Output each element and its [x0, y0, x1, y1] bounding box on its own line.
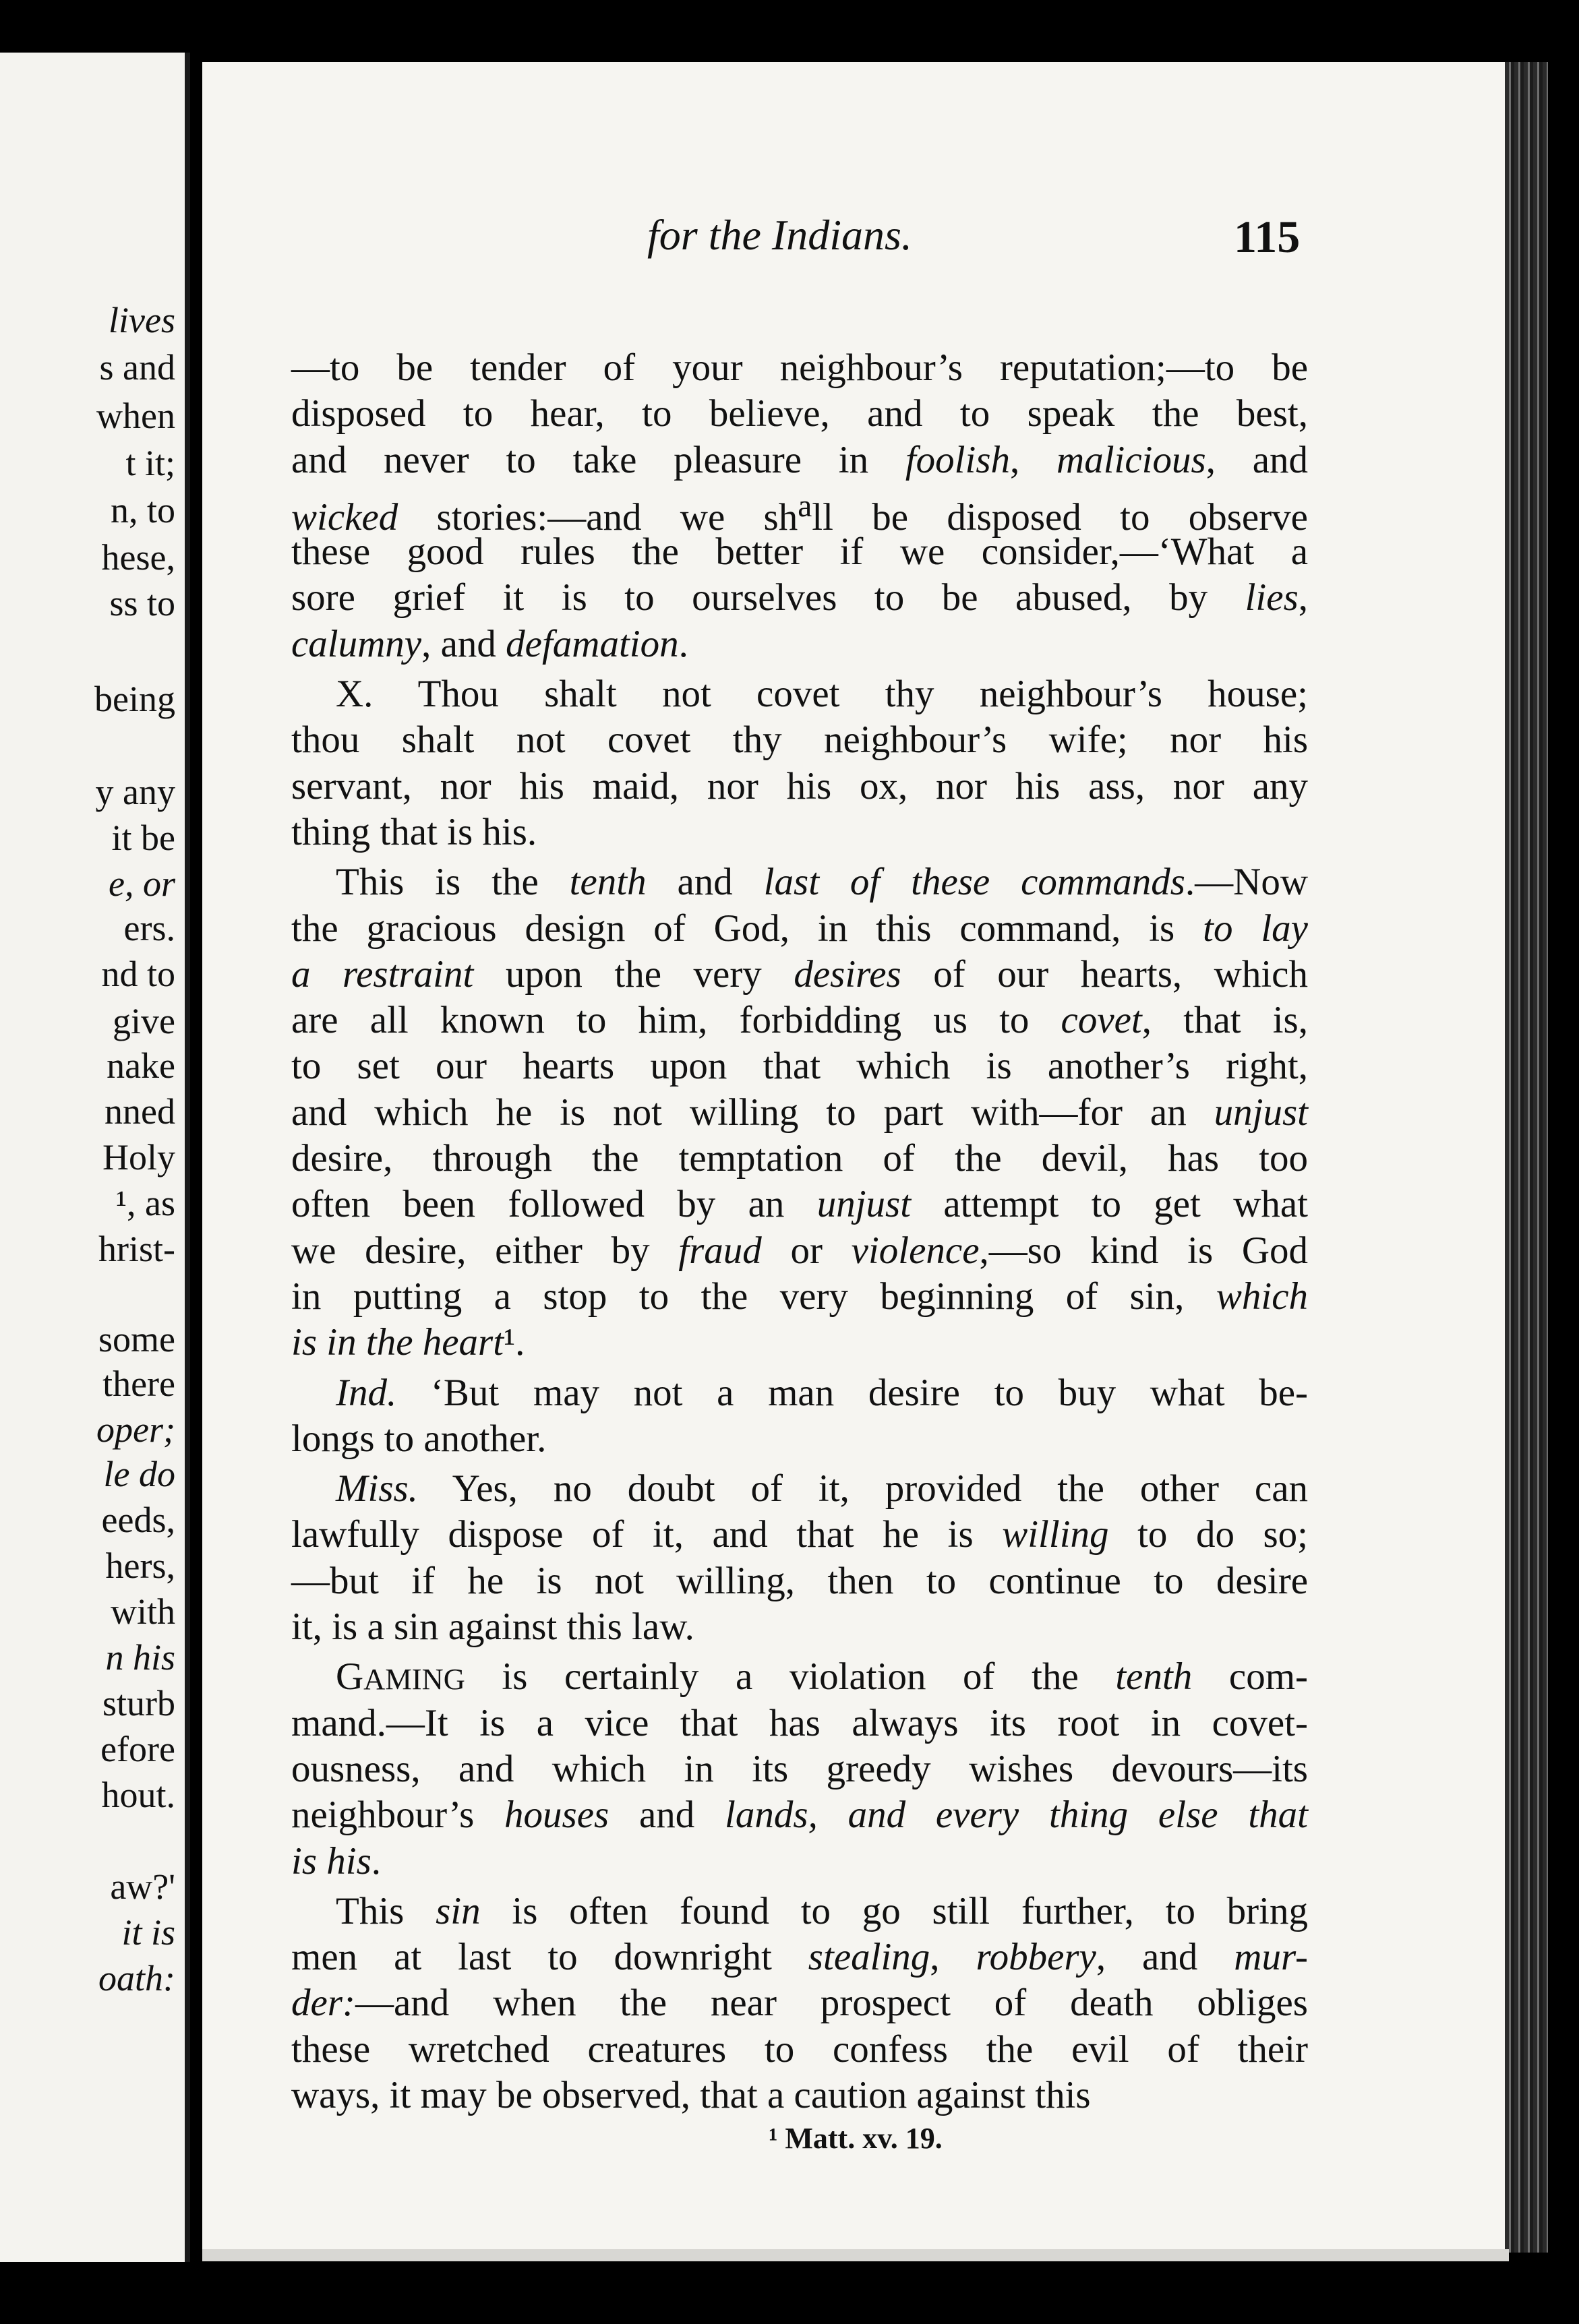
- left-page-line: y any: [95, 772, 175, 812]
- footnote: ¹ Matt. xv. 19.: [769, 2122, 943, 2155]
- left-page-line: n his: [105, 1637, 175, 1678]
- left-page-line: ers.: [123, 908, 175, 948]
- page-number: 115: [1234, 211, 1301, 262]
- left-page-line: ¹, as: [115, 1183, 175, 1223]
- text-line: Ind. ‘But may not a man desire to buy what be-: [336, 1371, 1308, 1414]
- left-page-line: hese,: [101, 537, 175, 578]
- page-gutter: [185, 53, 190, 2262]
- text-line: and never to take pleasure in foolish, malicious, and: [291, 438, 1308, 481]
- text-line: a restraint upon the very desires of our hearts, which: [291, 952, 1308, 996]
- text-line: X. Thou shalt not covet thy neighbour’s house;: [336, 673, 1308, 716]
- running-title: for the Indians.: [647, 211, 912, 259]
- left-page-line: being: [94, 679, 175, 719]
- text-line: these wretched creatures to confess the evil of their: [291, 2027, 1308, 2071]
- page-header: [202, 210, 1509, 264]
- left-page-line: Holy: [102, 1137, 175, 1178]
- text-line: sore grief it is to ourselves to be abused, by lies,: [291, 576, 1308, 619]
- left-page-line: hers,: [105, 1546, 175, 1586]
- text-line: —to be tender of your neighbour’s reputation;—to be: [291, 346, 1308, 389]
- left-page-line: nake: [107, 1045, 175, 1086]
- text-line: to set our hearts upon that which is another’s right,: [291, 1045, 1308, 1088]
- left-page-line: eeds,: [101, 1500, 175, 1540]
- text-line: longs to another.: [291, 1417, 547, 1460]
- text-line: wicked stories:—and we $sh^all$ be disposed to observe: [291, 488, 1308, 539]
- text-line: disposed to hear, to believe, and to speak the best,: [291, 392, 1308, 435]
- left-page-line: le do: [103, 1454, 175, 1494]
- text-line: mand.—It is a vice that has always its root in covet-: [291, 1701, 1308, 1744]
- left-page-line: nd to: [101, 954, 175, 994]
- left-page-line: hout.: [101, 1775, 175, 1815]
- left-page-line: give: [113, 1001, 175, 1041]
- text-line: —but if he is not willing, then to continue to desire: [291, 1559, 1308, 1602]
- left-page-line: n, to: [110, 490, 175, 530]
- left-page-line: it be: [111, 818, 175, 858]
- left-page-line: oath:: [98, 1958, 175, 1998]
- text-line: der:—and when the near prospect of death obliges: [291, 1982, 1308, 2025]
- text-line: in putting a stop to the very beginning of sin, which: [291, 1275, 1308, 1318]
- text-line: lawfully dispose of it, and that he is willing to do so;: [291, 1513, 1309, 1556]
- text-line: these good rules the better if we consider,—‘What a: [291, 530, 1308, 574]
- text-line: neighbour’s houses and lands, and every thing else that: [291, 1794, 1308, 1837]
- text-line: ousness, and which in its greedy wishes devours—its: [291, 1747, 1308, 1790]
- left-page-line: t it;: [125, 443, 175, 483]
- text-line: is his.: [291, 1839, 382, 1883]
- text-line: ways, it may be observed, that a caution against this: [291, 2073, 1091, 2116]
- left-page-line: nned: [105, 1091, 175, 1132]
- text-line: and which he is not willing to part with—for an unjust: [291, 1091, 1308, 1134]
- text-line: it, is a sin against this law.: [291, 1606, 694, 1649]
- left-page-line: there: [102, 1364, 175, 1404]
- left-page-line: it is: [121, 1912, 175, 1953]
- text-line: we desire, either by fraud or violence,—so kind is God: [291, 1229, 1309, 1272]
- left-page-line: oper;: [96, 1409, 175, 1450]
- left-page-line: s and: [99, 347, 175, 388]
- left-page-line: with: [110, 1591, 175, 1632]
- page-edges: [1505, 62, 1548, 2253]
- left-page-line: sturb: [102, 1683, 175, 1723]
- text-line: thing that is his.: [291, 810, 537, 853]
- body-text: [291, 345, 1308, 2118]
- left-page-line: ss to: [109, 583, 175, 623]
- text-line: desire, through the temptation of the devil, has too: [291, 1137, 1308, 1180]
- left-page-line: when: [96, 396, 175, 436]
- page-bottom-edge: [202, 2249, 1509, 2261]
- text-line: This is the tenth and last of these commands.—Now: [336, 861, 1308, 904]
- left-page-line: hrist-: [98, 1229, 175, 1269]
- left-page-line: e, or: [109, 863, 175, 904]
- text-line: often been followed by an unjust attempt to get what: [291, 1183, 1308, 1226]
- text-line: This sin is often found to go still further, to bring: [336, 1889, 1309, 1932]
- left-facing-page: [0, 53, 190, 2262]
- right-page: [202, 62, 1509, 2249]
- left-page-line: some: [98, 1319, 175, 1359]
- text-line: calumny, and defamation.: [291, 622, 688, 665]
- text-line: Miss. Yes, no doubt of it, provided the other can: [336, 1467, 1308, 1510]
- text-line: men at last to downright stealing, robbery, and mur-: [291, 1936, 1308, 1979]
- text-line: servant, nor his maid, nor his ox, nor his ass, nor any: [291, 764, 1308, 807]
- text-line: thou shalt not covet thy neighbour’s wife; nor his: [291, 718, 1308, 762]
- left-page-line: efore: [100, 1729, 175, 1769]
- text-line: are all known to him, forbidding us to covet, that is,: [291, 999, 1308, 1042]
- text-line: is in the heart¹.: [291, 1321, 525, 1364]
- text-line: the gracious design of God, in this command, is to lay: [291, 907, 1308, 950]
- left-page-line: lives: [109, 300, 175, 340]
- left-page-line: aw?': [110, 1866, 175, 1907]
- text-line: GAMING is certainly a violation of the tenth com-: [336, 1655, 1309, 1699]
